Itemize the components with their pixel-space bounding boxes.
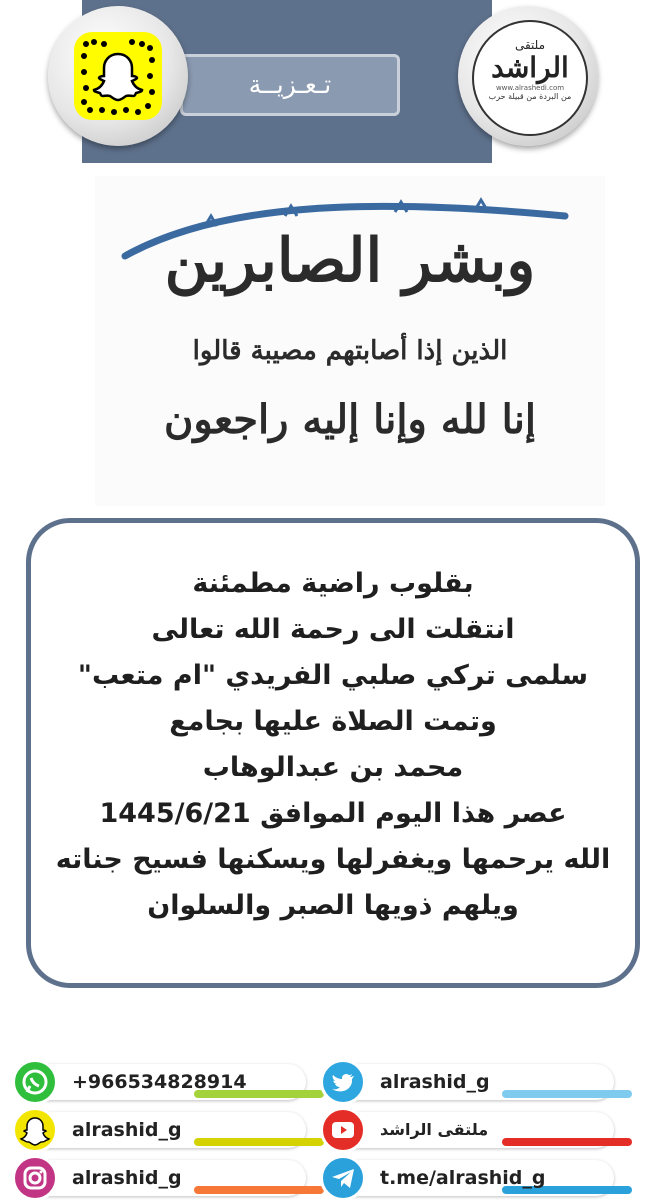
announcement-line: وتمت الصلاة عليها بجامع [169,706,497,737]
verse-middle: الذين إذا أصابتهم مصيبة قالوا [192,336,508,366]
instagram-icon [12,1155,58,1201]
announcement-line: ويلهم ذويها الصبر والسلوان [147,890,519,921]
youtube-icon [320,1107,366,1153]
logo-url: www.alrashedi.com [495,84,565,92]
announcement-card [26,518,640,988]
contact-accent [194,1138,324,1146]
contact-accent [502,1090,632,1098]
announcement-line: الله يرحمها ويغفرلها ويسكنها فسيح جناته [55,844,611,875]
verse-bottom: إنا لله وإنا إليه راجعون [163,396,537,443]
whatsapp-icon [12,1059,58,1105]
twitter-contact[interactable] [322,1060,622,1104]
alrashid-logo [472,20,588,136]
telegram-contact[interactable] [322,1156,622,1200]
twitter-icon [320,1059,366,1105]
snapchat-icon [12,1107,58,1153]
contact-text: t.me/alrashid_g [380,1167,546,1189]
telegram-icon [320,1155,366,1201]
contact-text: alrashid_g [72,1167,182,1189]
announcement-line: عصر هذا اليوم الموافق 1445/6/21 [99,798,567,829]
instagram-contact[interactable] [14,1156,314,1200]
snapchat-badge[interactable] [48,6,188,146]
snapcode [74,32,162,120]
contact-text: +966534828914 [72,1071,247,1093]
logo-main-text: الراشد [491,51,569,84]
verse-headline: وبشر الصابرين [164,226,536,296]
announcement-line: سلمى تركي صلبي الفريدي "ام متعب" [77,660,589,691]
contact-text: ملتقى الراشد [380,1120,489,1139]
contact-accent [502,1138,632,1146]
announcement-lines [31,561,635,929]
logo-slogan: من البردة من قبيلة حرب [488,92,572,101]
contact-accent [194,1186,324,1194]
snapchat-contact[interactable] [14,1108,314,1152]
whatsapp-contact[interactable] [14,1060,314,1104]
youtube-contact[interactable] [322,1108,622,1152]
announcement-line: محمد بن عبدالوهاب [202,752,464,783]
announcement-line: انتقلت الى رحمة الله تعالى [151,614,515,645]
contact-text: alrashid_g [380,1071,490,1093]
logo-top-text: ملتقى [514,38,546,52]
announcement-line: بقلوب راضية مطمئنة [192,568,474,599]
header-title: تـعـزيــة [248,70,332,99]
verse-calligraphy [95,176,605,506]
contact-text: alrashid_g [72,1119,182,1141]
alrashid-logo-badge [458,6,598,146]
